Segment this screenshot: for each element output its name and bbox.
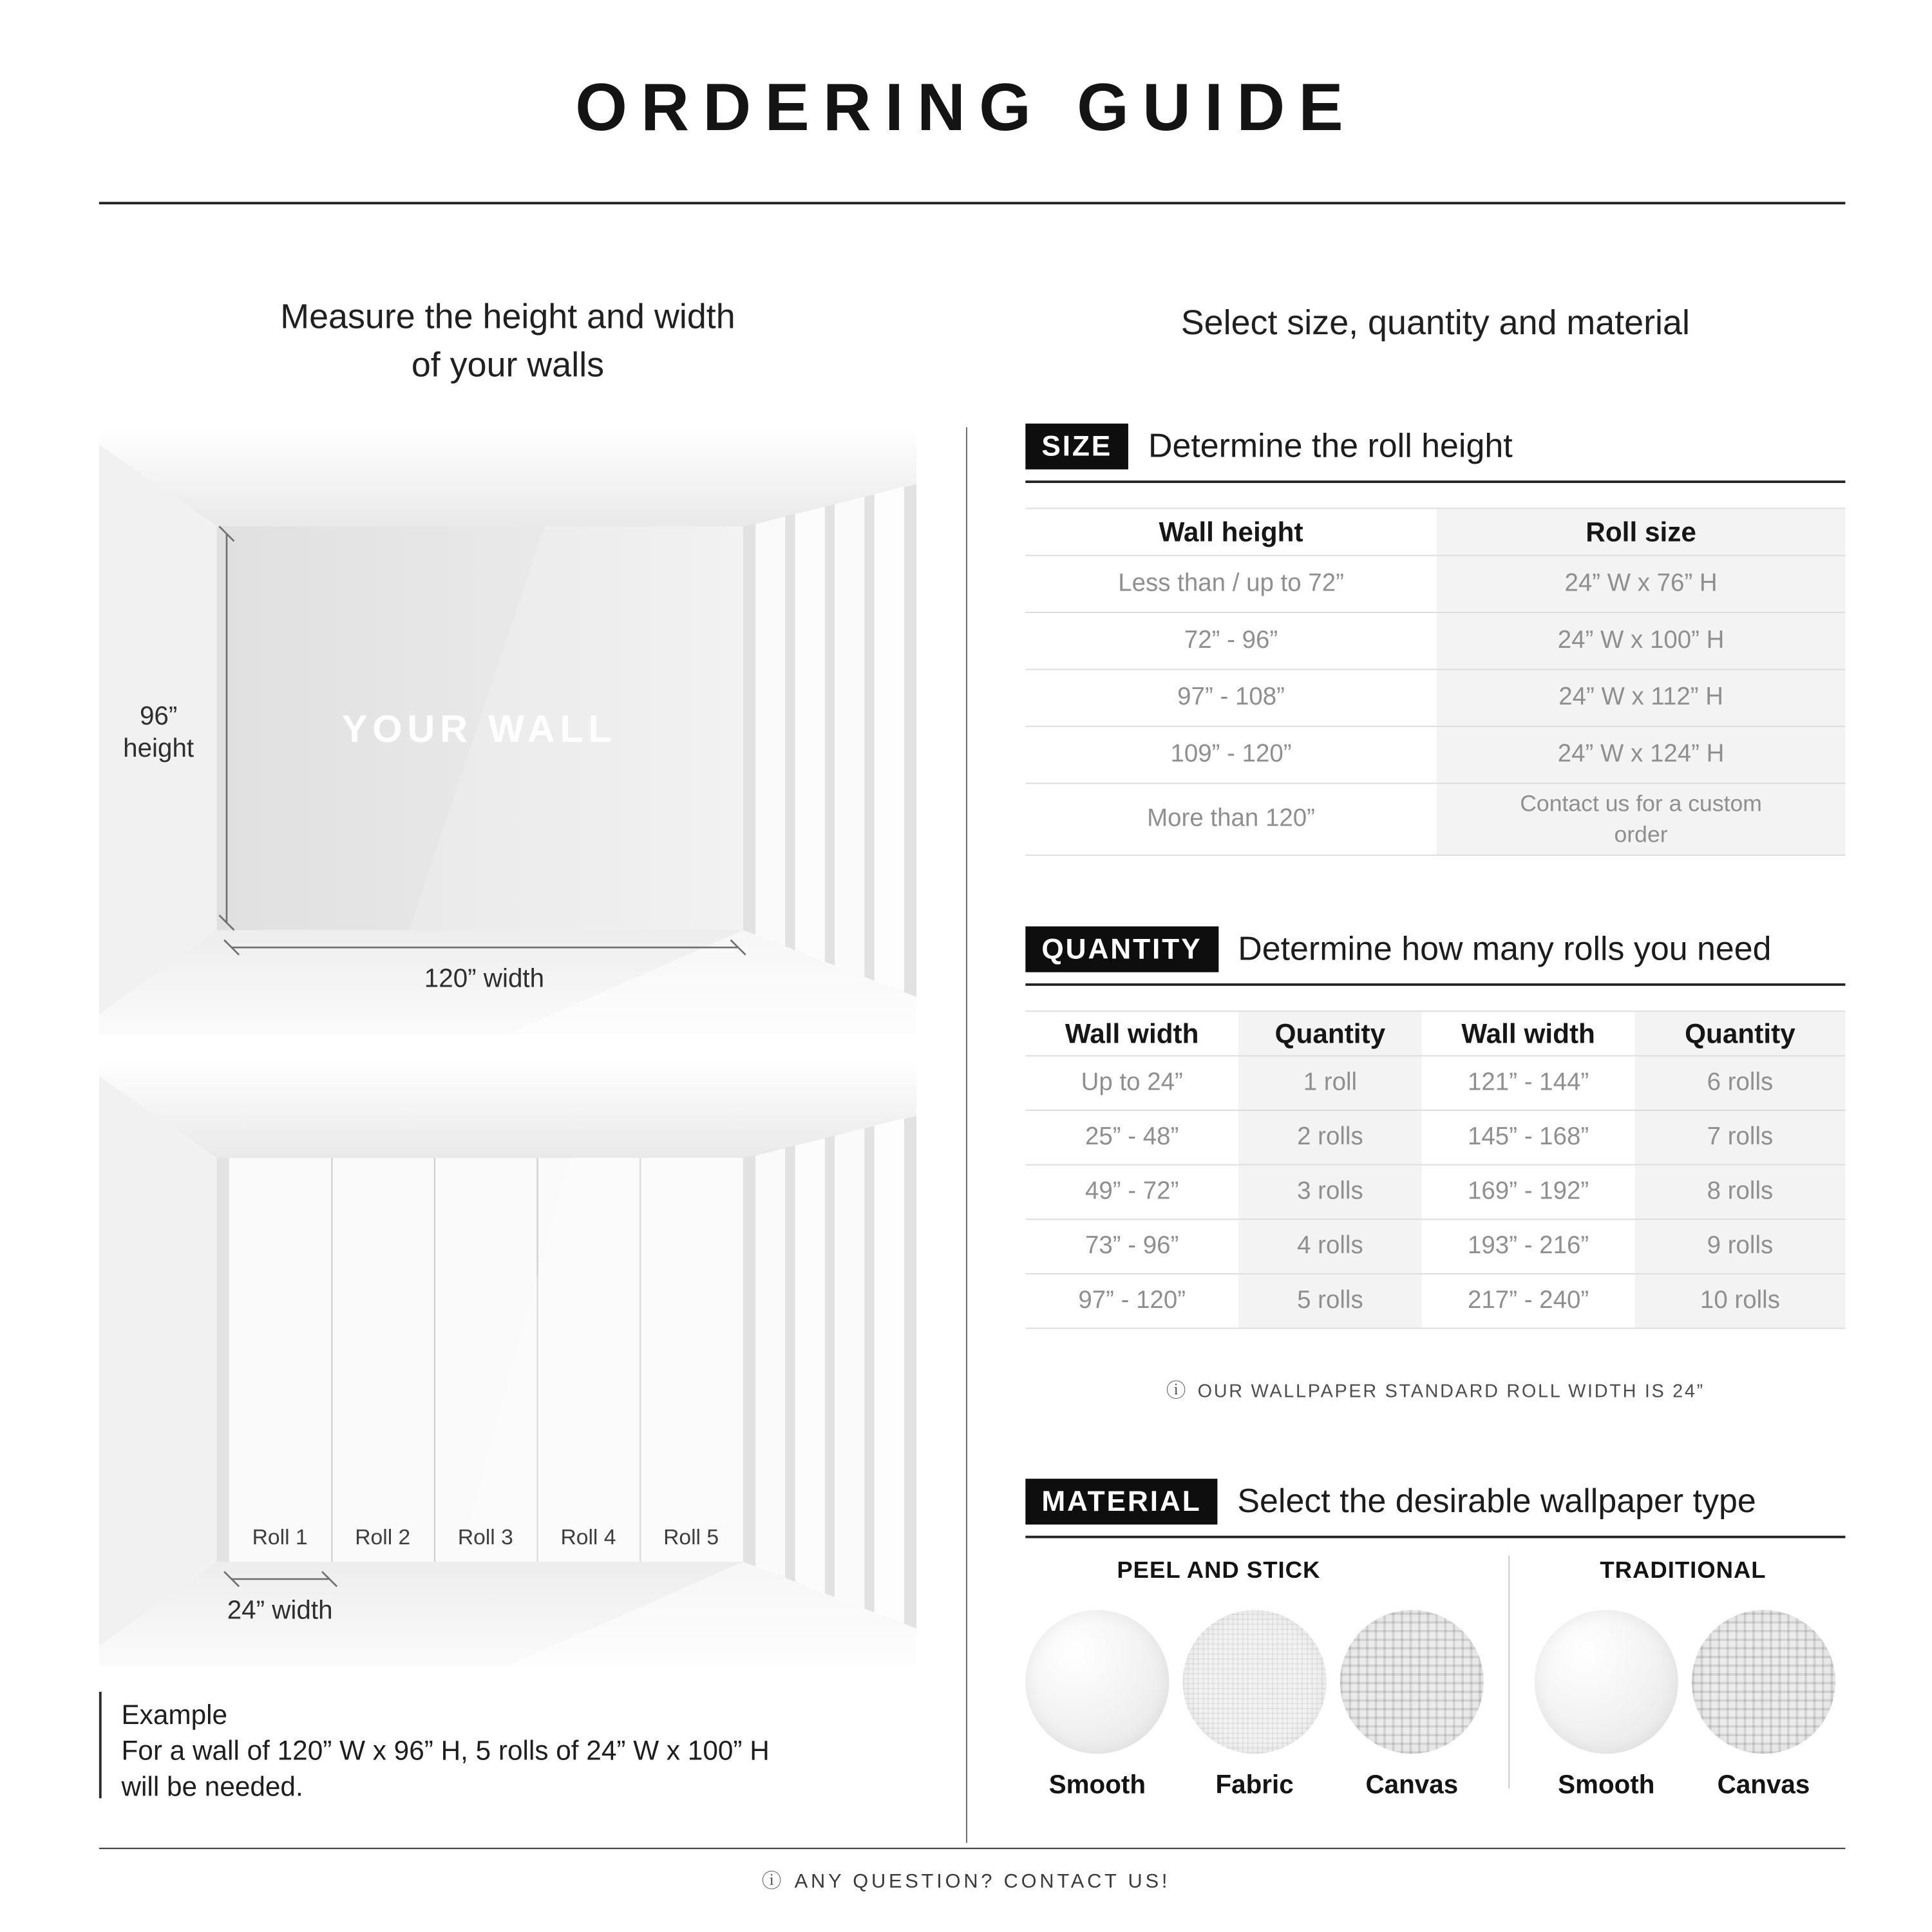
canvas-texture-icon (1692, 1610, 1835, 1754)
qty-cell: 10 rolls (1634, 1274, 1845, 1329)
example-heading: Example (121, 1699, 228, 1730)
size-section-header (1025, 424, 1845, 483)
qty-cell: Up to 24” (1025, 1056, 1238, 1111)
measure-heading-line1: Measure the height and width (280, 297, 735, 336)
window-pane (875, 1119, 904, 1624)
swatch-traditional-smooth (1535, 1610, 1678, 1801)
select-heading: Select size, quantity and material (1180, 303, 1690, 342)
window-pane (755, 1148, 785, 1578)
qty-cell: 73” - 96” (1025, 1220, 1238, 1274)
roll-5-label: Roll 5 (663, 1526, 719, 1550)
peel-and-stick-label: PEEL AND STICK (1117, 1558, 1321, 1584)
swatch-label: Canvas (1717, 1771, 1810, 1800)
size-subtitle: Determine the roll height (1148, 427, 1513, 465)
standard-roll-width-text: OUR WALLPAPER STANDARD ROLL WIDTH IS 24” (1197, 1381, 1705, 1402)
qty-cell: 5 rolls (1238, 1274, 1422, 1329)
swatch-label: Canvas (1365, 1771, 1459, 1800)
size-row-wall: More than 120” (1025, 784, 1436, 856)
standard-roll-width-note (1025, 1375, 1845, 1403)
example-rule (99, 1692, 102, 1798)
footer-divider (99, 1848, 1846, 1849)
swatch-traditional-canvas (1692, 1610, 1835, 1801)
size-row-roll: 24” W x 112” H (1437, 670, 1846, 726)
room-illustration-rolls (99, 1059, 916, 1665)
qty-cell: 6 rolls (1634, 1056, 1845, 1111)
qty-cell: 1 roll (1238, 1056, 1422, 1111)
size-row-roll: 24” W x 76” H (1437, 556, 1846, 612)
ceiling (99, 427, 916, 526)
quantity-badge: QUANTITY (1025, 926, 1218, 972)
size-row-wall: 97” - 108” (1025, 670, 1436, 726)
info-icon: ⓘ (1166, 1381, 1188, 1402)
size-row-wall: 109” - 120” (1025, 727, 1436, 784)
window-pane (795, 1138, 825, 1594)
qty-header: Wall width (1422, 1012, 1635, 1056)
size-col-roll-size: Roll size (1437, 509, 1846, 556)
info-icon: ⓘ (761, 1871, 785, 1893)
swatch-label: Smooth (1048, 1771, 1146, 1800)
qty-cell: 169” - 192” (1422, 1166, 1635, 1220)
column-divider (966, 427, 967, 1842)
material-badge: MATERIAL (1025, 1479, 1217, 1524)
smooth-texture-icon (1535, 1610, 1678, 1754)
size-row-roll: 24” W x 124” H (1437, 727, 1846, 784)
roll-3-label: Roll 3 (457, 1526, 513, 1550)
size-row-roll (1437, 784, 1846, 856)
material-group-divider (1508, 1555, 1510, 1788)
qty-cell: 3 rolls (1238, 1166, 1422, 1220)
window-pane (755, 516, 785, 946)
qty-cell: 193” - 216” (1422, 1220, 1635, 1274)
material-subtitle: Select the desirable wallpaper type (1237, 1482, 1756, 1520)
quantity-table (1025, 1010, 1845, 1329)
qty-cell: 9 rolls (1634, 1220, 1845, 1274)
left-wall (99, 1076, 217, 1646)
size-badge: SIZE (1025, 424, 1128, 469)
size-row-wall: 72” - 96” (1025, 613, 1436, 670)
roll-2-label: Roll 2 (355, 1526, 411, 1550)
qty-cell: 121” - 144” (1422, 1056, 1635, 1111)
size-row-wall: Less than / up to 72” (1025, 556, 1436, 612)
qty-cell: 2 rolls (1238, 1111, 1422, 1166)
smooth-texture-icon (1025, 1610, 1169, 1754)
wall-height-value: 96” (139, 701, 178, 731)
measure-heading (99, 292, 916, 389)
window-pane (835, 1128, 864, 1609)
qty-cell: 25” - 48” (1025, 1111, 1238, 1166)
swatch-peel-smooth (1025, 1610, 1169, 1801)
example-block (121, 1697, 889, 1804)
size-row-roll: 24” W x 100” H (1437, 613, 1846, 670)
qty-cell: 8 rolls (1634, 1166, 1845, 1220)
qty-header: Quantity (1634, 1012, 1845, 1056)
window-pane (795, 507, 825, 963)
size-col-wall-height: Wall height (1025, 509, 1436, 556)
example-line2: will be needed. (121, 1771, 303, 1803)
custom-order-note: Contact us for a custom order (1520, 790, 1762, 847)
fabric-texture-icon (1183, 1610, 1327, 1754)
wall-width-label: 120” width (424, 963, 545, 993)
qty-cell: 97” - 120” (1025, 1274, 1238, 1329)
swatch-label: Fabric (1215, 1771, 1294, 1800)
qty-cell: 4 rolls (1238, 1220, 1422, 1274)
swatch-label: Smooth (1558, 1771, 1655, 1800)
qty-header: Quantity (1238, 1012, 1422, 1056)
title-divider (99, 202, 1846, 204)
size-table (1025, 507, 1845, 855)
roll-width-label: 24” width (227, 1595, 333, 1625)
swatch-peel-canvas (1340, 1610, 1484, 1801)
qty-header: Wall width (1025, 1012, 1238, 1056)
swatch-peel-fabric (1183, 1610, 1327, 1801)
room-illustration-measure (99, 427, 916, 1034)
window-pane (875, 487, 904, 992)
qty-cell: 145” - 168” (1422, 1111, 1635, 1166)
window-pane (835, 497, 864, 977)
page-title: ORDERING GUIDE (575, 70, 1357, 146)
qty-cell: 217” - 240” (1422, 1274, 1635, 1329)
qty-cell: 49” - 72” (1025, 1166, 1238, 1220)
your-wall-label: YOUR WALL (341, 706, 617, 750)
ceiling (99, 1059, 916, 1158)
roll-1-label: Roll 1 (252, 1526, 308, 1550)
canvas-texture-icon (1340, 1610, 1484, 1754)
qty-cell: 7 rolls (1634, 1111, 1845, 1166)
example-line1: For a wall of 120” W x 96” H, 5 rolls of 24” W x 100” H (121, 1735, 770, 1766)
roll-4-label: Roll 4 (560, 1526, 616, 1550)
contact-note (0, 1865, 1932, 1893)
measure-heading-line2: of your walls (411, 345, 605, 384)
quantity-section-header (1025, 926, 1845, 985)
contact-note-text: ANY QUESTION? CONTACT US! (794, 1871, 1171, 1893)
wall-height-word: height (123, 733, 194, 763)
traditional-label: TRADITIONAL (1600, 1558, 1766, 1584)
quantity-subtitle: Determine how many rolls you need (1238, 930, 1772, 967)
material-section-header (1025, 1479, 1845, 1538)
